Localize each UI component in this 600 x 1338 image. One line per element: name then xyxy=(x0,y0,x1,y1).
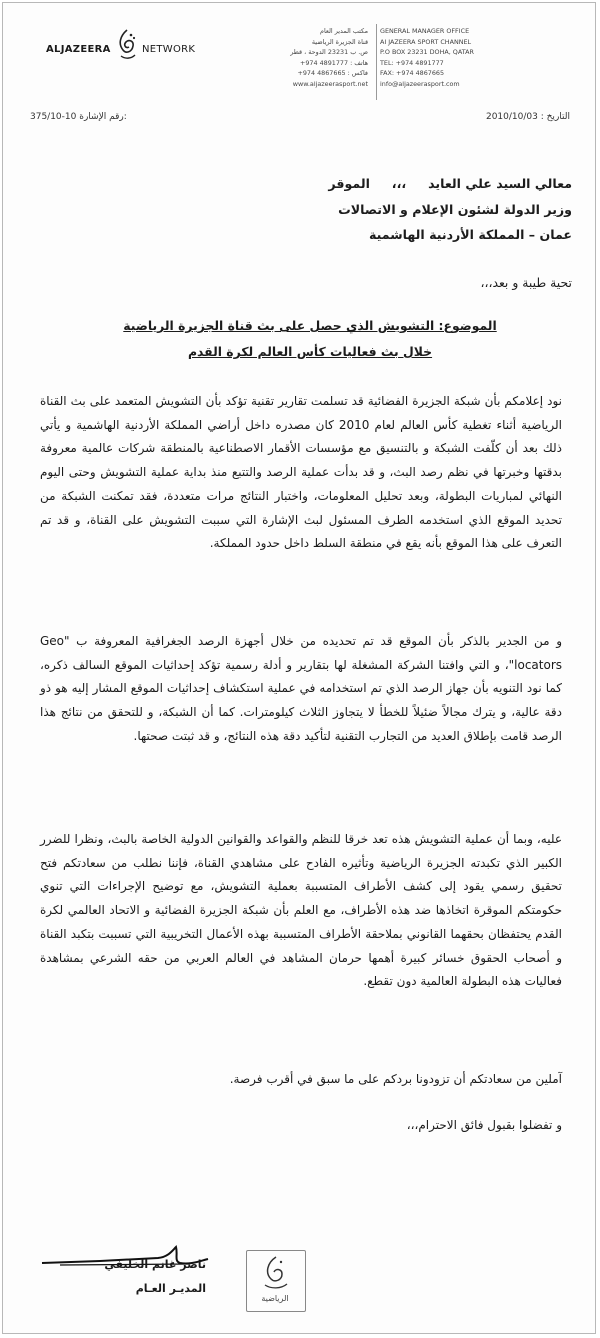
header-arabic-contact xyxy=(270,26,368,90)
subject-line-1: الموضوع: التشويش الذي حصل على بث قناة الجزيرة الرياضية xyxy=(123,318,497,333)
header-en-line: P.O BOX 23231 DOHA, QATAR xyxy=(380,48,474,57)
signatory-title: المديـر العـام xyxy=(135,1282,206,1295)
aljazeera-network-logo xyxy=(46,28,206,68)
header-en-line: AI JAZEERA SPORT CHANNEL xyxy=(380,37,472,46)
addressee-line-2: وزير الدولة لشئون الإعلام و الاتصالات xyxy=(338,202,572,217)
body-paragraph-2: و من الجدير بالذكر بأن الموقع قد تم تحديده من خلال أجهزة الرصد الجغرافية المعروفة ب "Geo locators"، و التي وافتنا الشركة المشغلة لها بتقارير و أدلة رسمية تؤكد إحداثيات الموقع السالف ذكره، كما نود التنويه بأن جهاز الرصد الذي تم استخدامه في عملية استكشاف إحداثيات الموقع المشار إليه هو ذو دقة عالية، و يترك مجالاً ضئيلاً للخطأ لا يتجاوز الثلاث كيلومترات. كما أن الشبكة، و للتحقق من نتائج هذا الرصد قامت بإطلاق العديد من التجارب التقنية لتأكيد دقة هذه النتائج، و قد ثبتت صحتها. xyxy=(40,634,562,743)
date-label: التاريخ : xyxy=(540,112,570,122)
header-divider xyxy=(376,24,377,100)
subject-line-2: خلال بث فعاليات كأس العالم لكرة القدم xyxy=(187,344,433,359)
reference-label: رقم الإشارة: xyxy=(79,112,127,122)
header-ar-line: هاتف : 4891777 974+ xyxy=(299,58,368,67)
header-en-line: GENERAL MANAGER OFFICE xyxy=(380,27,470,35)
header-en-line: info@aljazeerasport.com xyxy=(380,79,460,88)
letter-date xyxy=(440,112,570,122)
reference-value: 375/10-10 xyxy=(30,112,77,122)
header-ar-line: www.aljazeerasport.net xyxy=(292,79,368,88)
header-en-line: TEL: +974 4891777 xyxy=(380,58,444,67)
logo-text-network: NETWORK xyxy=(142,44,196,55)
body-paragraph-4: آملين من سعادتكم أن تزودونا بردكم على ما سبق في أقرب فرصة. xyxy=(229,1072,562,1086)
body-paragraph-3: عليه، وبما أن عملية التشويش هذه تعد خرقا للنظم والقواعد والقوانين الدولية الخاصة بالبث، ونظرا للضرر الكبير الذي تكبدته الجزيرة الرياضية وتأثيره الفادح على مشاهدي القناة، فإننا نطلب من سعادتكم فتح تحقيق رسمي يقود إلى كشف الأطراف المتسببة بعملية التشويش، مع توضيح الإجراءات التي تنوي حكومتكم الموقرة اتخاذها ضد هذه الأطراف، مع العلم بأن شبكة الجزيرة الفضائية و الاتحاد العالمي لكرة القدم يحتفظان بحقهما القانوني بملاحقة الأطراف المتسببة بهذه الأعمال التخريبية التي تسببت بتكبد القناة و أصحاب الحقوق خسائر كبيرة أهمها حرمان المشاهد في العالم العربي من حقه الشرعي بمشاهدة فعاليات هذه البطولة العالمية دون تقطع. xyxy=(40,832,562,989)
body-paragraph-1: نود إعلامكم بأن شبكة الجزيرة الفضائية قد تسلمت تقارير تقنية تؤكد بأن التشويش المتعمد على بث القناة الرياضية أثناء تغطية كأس العالم لعام 2010 كان مصدره داخل أراضي المملكة الأردنية الهاشمية و يأتي ذلك بعد أن كلّفت الشبكة و بالتنسيق مع مؤسسات الأقمار الاصطناعية بالمنطقة شركات عالمية معروفة بدقتها وخبرتها في نظم رصد البث، و قد بدأت عملية الرصد والتتبع منذ بداية عملية التشويش وحتى اليوم النهائي لمباريات البطولة، وبعد تحليل المعلومات، واختبار النتائج مرات متعددة، فقد تمكنت الشبكة من تحديد الموقع الذي استخدمه الطرف المسئول لبث الإشارة التي سببت التشويش على القناة، و قد تم التعرف على هذا الموقع بأنه يقع في منطقة السلط داخل حدود المملكة. xyxy=(40,394,562,551)
header-english-contact xyxy=(380,26,560,90)
greeting: تحية طيبة و بعد،،، xyxy=(480,275,572,290)
header-ar-line: ص. ب 23231 الدوحة ، قطر xyxy=(290,48,368,57)
logo-text-aljazeera: ALJAZEERA xyxy=(46,44,111,55)
letter-reference xyxy=(30,112,210,122)
addressee-line-3: عمان – المملكة الأردنية الهاشمية xyxy=(368,227,572,242)
aljazeera-calligraphy-icon xyxy=(114,28,140,64)
signatory-name: ناصر غانم الخليفي xyxy=(104,1258,206,1271)
stamp-label: الرياضية xyxy=(261,1294,289,1303)
date-value: 2010/10/03 xyxy=(485,112,538,122)
addressee-line-1: معالي السيد علي العايد ،،، الموقر xyxy=(328,176,572,191)
header-ar-line: قناة الجزيرة الرياضية xyxy=(311,37,368,46)
header-en-line: FAX: +974 4867665 xyxy=(380,69,445,78)
body-paragraph-5: و تفضلوا بقبول فائق الاحترام،،، xyxy=(406,1118,562,1132)
header-ar-line: مكتب المدير العام xyxy=(319,27,368,35)
header-ar-line: فاكس : 4867665 974+ xyxy=(297,69,368,78)
